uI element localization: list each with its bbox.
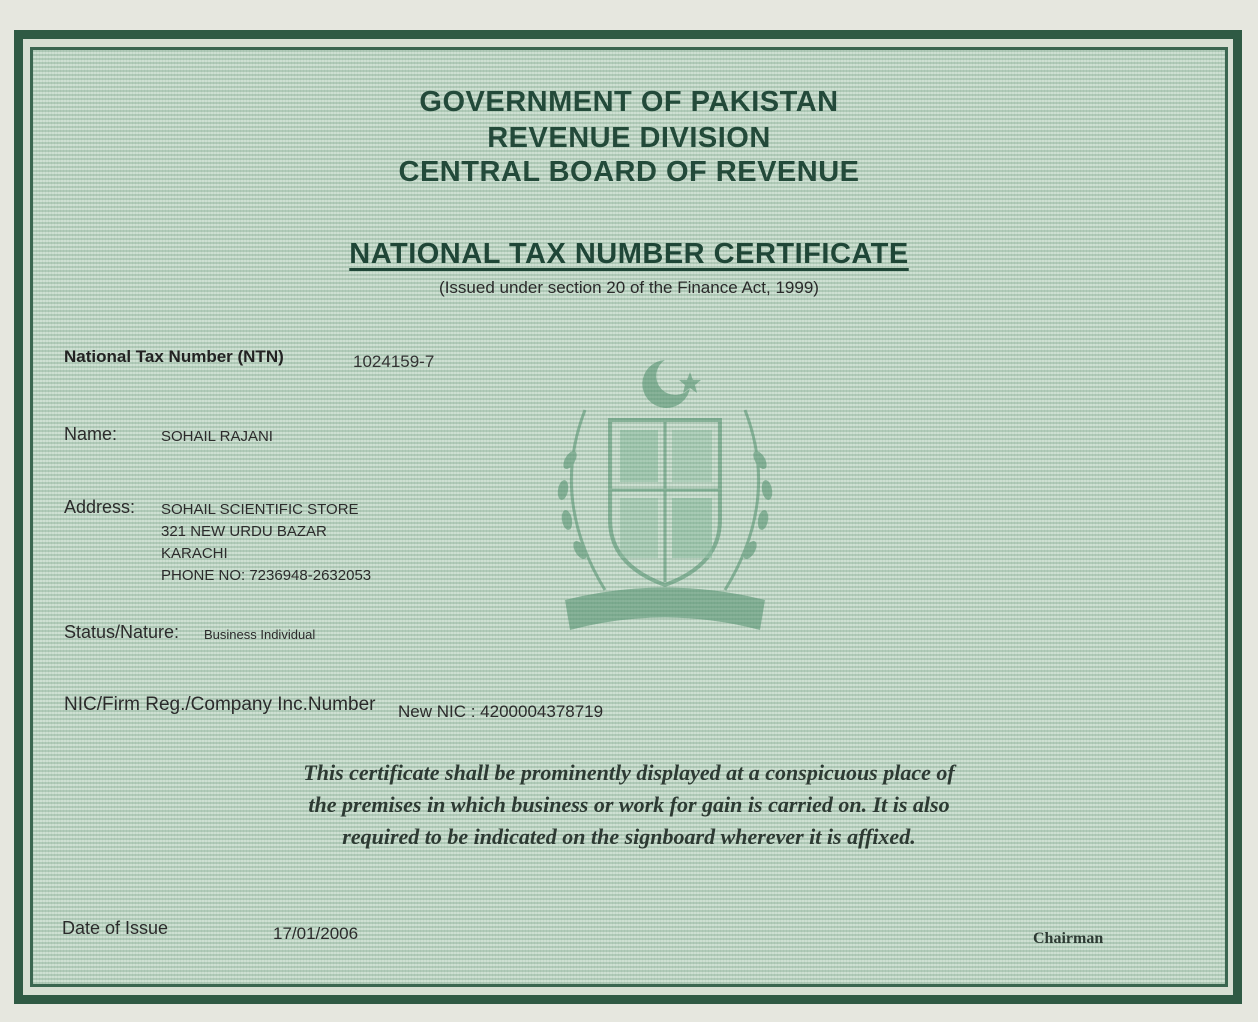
phone-number: PHONE NO: 7236948-2632053 <box>161 567 372 584</box>
signatory-title: Chairman <box>1033 930 1104 947</box>
display-notice-line: This certificate shall be prominently displayed at a conspicuous place of <box>303 760 955 785</box>
ntn-label: National Tax Number (NTN) <box>64 347 284 366</box>
date-of-issue-label: Date of Issue <box>62 918 169 938</box>
status-value: Business Individual <box>204 627 316 642</box>
board-heading: CENTRAL BOARD OF REVENUE <box>398 156 860 188</box>
division-heading: REVENUE DIVISION <box>487 122 771 154</box>
name-label: Name: <box>64 424 118 444</box>
display-notice-line: the premises in which business or work for gain is carried on. It is also <box>308 792 950 817</box>
address-line: SOHAIL SCIENTIFIC STORE <box>161 501 359 518</box>
name-value: SOHAIL RAJANI <box>161 428 273 445</box>
date-of-issue-value: 17/01/2006 <box>273 924 359 943</box>
certificate-subtitle: (Issued under section 20 of the Finance Act, 1999) <box>439 278 819 297</box>
nic-label: NIC/Firm Reg./Company Inc.Number <box>64 694 376 715</box>
ntn-value: 1024159-7 <box>353 352 435 371</box>
state-emblem-icon <box>545 350 785 650</box>
nic-value: New NIC : 4200004378719 <box>398 702 604 721</box>
address-label: Address: <box>64 497 136 517</box>
address-line: 321 NEW URDU BAZAR <box>161 523 327 540</box>
certificate-title: NATIONAL TAX NUMBER CERTIFICATE <box>349 238 909 270</box>
address-line: KARACHI <box>161 545 228 562</box>
status-label: Status/Nature: <box>64 622 180 642</box>
government-heading: GOVERNMENT OF PAKISTAN <box>419 86 839 118</box>
display-notice-line: required to be indicated on the signboard wherever it is affixed. <box>342 824 916 849</box>
